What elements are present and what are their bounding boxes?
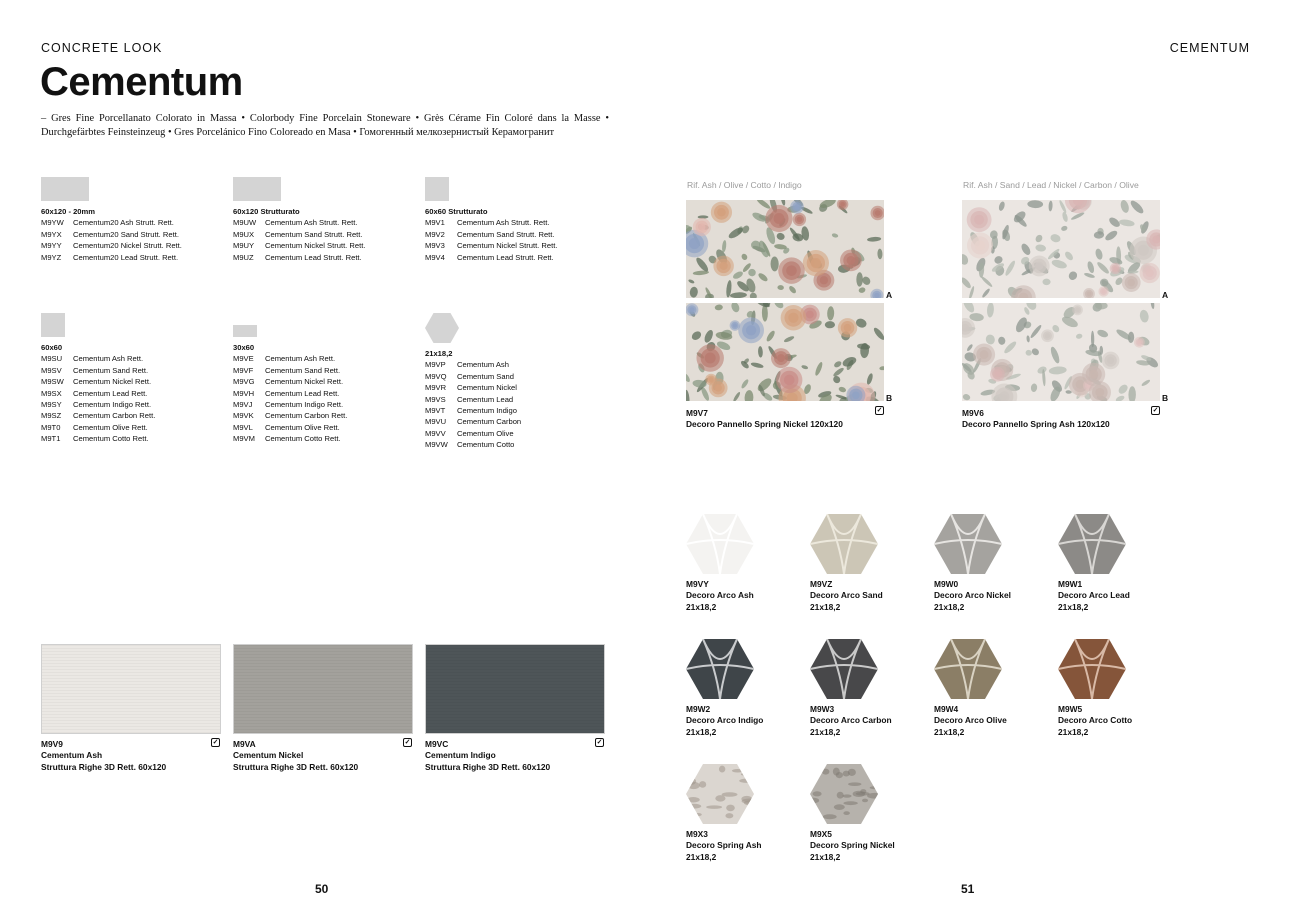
list-item [425,240,615,251]
item-code: M9VH [233,388,255,398]
list-item [425,394,615,405]
item-code: M9SW [41,377,64,387]
item-code: M9V1 [425,218,445,228]
arc-pattern [810,514,878,574]
hexagon-caption [686,579,806,613]
hexagon-tile [1058,639,1126,699]
page-number-left: 50 [315,882,329,896]
hexagon-tile [1058,514,1126,574]
hexagon-caption [1058,579,1178,613]
floral-pattern [686,200,884,298]
item-code: M9YW [41,218,64,228]
item-code: M9VU [425,417,447,427]
section-kicker: CONCRETE LOOK [41,41,163,55]
list-item [41,365,231,376]
list-item [233,422,423,433]
panel-part-b [686,303,884,401]
hexagon-size: 21x18,2 [1058,601,1089,612]
floral-pattern [962,303,1160,401]
arc-pattern [934,639,1002,699]
item-code: M9SU [41,354,63,364]
tile-code: M9VC [425,739,449,749]
list-item [425,371,615,382]
item-name: Cementum Olive [457,428,514,438]
list-item [41,252,231,263]
list-item [41,240,231,251]
tile-code: M9VA [233,739,256,749]
list-item [41,388,231,399]
hexagon-size: 21x18,2 [686,851,717,862]
panel-reference: Rif. Ash / Olive / Cotto / Indigo [687,180,802,190]
list-item [425,428,615,439]
hexagon-code: M9VZ [810,579,833,589]
item-code: M9V2 [425,229,445,239]
tile-desc: Struttura Righe 3D Rett. 60x120 [41,761,167,772]
list-item [41,433,231,444]
care-icon: ✓ [404,739,411,746]
panel-label-b: B [886,393,893,403]
item-name: Cementum Indigo Rett. [265,400,344,410]
panel-label-b: B [1162,393,1169,403]
panel-label-a: A [886,290,893,300]
hexagon-size: 21x18,2 [810,601,841,612]
panel-part-a [962,200,1160,298]
hexagon-caption [1058,704,1178,738]
hexagon-size: 21x18,2 [1058,726,1089,737]
item-name: Cementum Sand [457,371,514,381]
item-name: Cementum Nickel [457,383,517,393]
item-name: Cementum Nickel Strutt. Rett. [457,241,558,251]
panel-part-a [686,200,884,298]
hexagon-code: M9W5 [1058,704,1083,714]
tile-name: Cementum Ash [41,750,103,761]
item-code: M9SZ [41,411,62,421]
arc-pattern [810,764,878,824]
item-name: Cementum Sand Strutt. Rett. [457,229,555,239]
item-name: Cementum Lead Strutt. Rett. [457,252,554,262]
item-name: Cementum20 Lead Strutt. Rett. [73,252,179,262]
tile-image [425,644,605,734]
hexagon-name: Decoro Arco Carbon [810,715,892,726]
hexagon-size: 21x18,2 [810,726,841,737]
hexagon-caption [686,704,806,738]
hexagon-tile [934,639,1002,699]
hexagon-name: Decoro Arco Cotto [1058,715,1133,726]
item-code: M9VF [233,365,254,375]
floral-pattern [686,303,884,401]
list-item [233,217,423,228]
hexagon-code: M9X5 [810,829,832,839]
tile-code: M9V9 [41,739,63,749]
hexagon-caption [934,704,1054,738]
tile-desc: Struttura Righe 3D Rett. 60x120 [233,761,359,772]
hexagon-name: Decoro Arco Indigo [686,715,764,726]
item-code: M9V3 [425,241,445,251]
panel-label-a: A [1162,290,1169,300]
hexagon-tile [686,514,754,574]
item-code: M9VE [233,354,254,364]
arc-pattern [934,514,1002,574]
list-item [425,439,615,450]
tile-caption [425,739,605,773]
hexagon-tile [686,639,754,699]
hexagon-tile [810,639,878,699]
hexagon-size: 21x18,2 [934,601,965,612]
item-code: M9YX [41,229,62,239]
item-name: Cementum Carbon Rett. [73,411,156,421]
item-code: M9VS [425,394,446,404]
arc-pattern [1058,639,1126,699]
page-number-right: 51 [961,882,975,896]
item-name: Cementum Lead Strutt. Rett. [265,252,362,262]
floral-pattern [962,200,1160,298]
item-name: Cementum20 Ash Strutt. Rett. [73,218,174,228]
hexagon-size: 21x18,2 [686,726,717,737]
panel-code: M9V6 [962,408,984,418]
hexagon-name: Decoro Arco Nickel [934,590,1011,601]
list-item [233,433,423,444]
item-name: Cementum Ash Rett. [265,354,336,364]
format-group [425,177,615,263]
format-group [233,177,423,263]
item-name: Cementum Cotto [457,440,515,450]
list-item [41,217,231,228]
panel-name: Decoro Pannello Spring Nickel 120x120 [686,419,843,430]
format-title: 60x60 Strutturato [425,207,488,216]
hexagon-name: Decoro Arco Sand [810,590,883,601]
hexagon-code: M9W1 [1058,579,1083,589]
item-name: Cementum Nickel Rett. [265,377,344,387]
hexagon-name: Decoro Arco Ash [686,590,754,601]
item-name: Cementum Olive Rett. [265,422,340,432]
item-name: Cementum Nickel Rett. [73,377,152,387]
item-code: M9VW [425,440,448,450]
arc-pattern [810,639,878,699]
item-name: Cementum20 Nickel Strutt. Rett. [73,241,182,251]
item-name: Cementum Sand Rett. [73,365,149,375]
hexagon-caption [686,829,806,863]
hexagon-caption [810,704,930,738]
item-code: M9SX [41,388,62,398]
item-name: Cementum Cotto Rett. [265,434,341,444]
tile-desc: Struttura Righe 3D Rett. 60x120 [425,761,551,772]
arc-pattern [686,639,754,699]
tile-caption [41,739,221,773]
hexagon-name: Decoro Arco Lead [1058,590,1130,601]
item-code: M9UW [233,218,257,228]
item-name: Cementum Lead [457,394,514,404]
item-name: Cementum Carbon Rett. [265,411,348,421]
arc-pattern [1058,514,1126,574]
hexagon-caption [810,579,930,613]
item-name: Cementum Sand Strutt. Rett. [265,229,363,239]
format-swatch [233,325,257,337]
care-icon: ✓ [1152,407,1159,414]
list-item [233,252,423,263]
item-name: Cementum Ash [457,360,509,370]
item-name: Cementum Sand Rett. [265,365,341,375]
list-item [233,353,423,364]
hexagon-swatch [425,313,459,343]
list-item [233,388,423,399]
format-title: 60x120 - 20mm [41,207,96,216]
format-swatch [233,177,281,201]
panel-reference: Rif. Ash / Sand / Lead / Nickel / Carbon / Olive [963,180,1139,190]
care-icon: ✓ [212,739,219,746]
hexagon-tile [810,514,878,574]
hexagon-size: 21x18,2 [934,726,965,737]
hexagon-code: M9W4 [934,704,959,714]
item-code: M9VV [425,428,446,438]
item-code: M9V4 [425,252,445,262]
collection-kicker: CEMENTUM [1169,41,1250,55]
tile-name: Cementum Indigo [425,750,496,761]
item-code: M9T1 [41,434,61,444]
list-item [233,376,423,387]
item-code: M9UY [233,241,255,251]
arc-pattern [686,764,754,824]
list-item [41,376,231,387]
list-item [41,229,231,240]
format-group [233,313,423,445]
panel-caption [686,408,896,431]
hexagon-size: 21x18,2 [810,851,841,862]
list-item [41,353,231,364]
item-code: M9VM [233,434,255,444]
list-item [233,365,423,376]
list-item [233,399,423,410]
hexagon-name: Decoro Spring Ash [686,840,762,851]
item-name: Cementum Ash Strutt. Rett. [457,218,550,228]
item-name: Cementum Lead Rett. [265,388,340,398]
item-code: M9SY [41,400,62,410]
item-code: M9VG [233,377,255,387]
format-swatch [425,177,449,201]
format-swatch [41,313,65,337]
list-item [425,382,615,393]
list-item [41,399,231,410]
panel-part-b [962,303,1160,401]
item-code: M9YY [41,241,62,251]
hexagon-code: M9X3 [686,829,708,839]
item-code: M9VT [425,406,446,416]
format-title: 21x18,2 [425,349,453,358]
material-description: – Gres Fine Porcellanato Colorato in Massa • Colorbody Fine Porcelain Stoneware • Grès Cérame Fin Coloré dans la Masse • Durchgefärbtes Feinsteinzeug • Gres Porcelánico Fino Coloreado en Masa • Гомогенный мелкозернистый Керамогранит [41,113,609,138]
tile-name: Cementum Nickel [233,750,304,761]
format-title: 60x120 Strutturato [233,207,300,216]
tile-image [41,644,221,734]
item-name: Cementum Olive Rett. [73,422,148,432]
item-name: Cementum Ash Strutt. Rett. [265,218,358,228]
list-item [425,405,615,416]
hexagon-name: Decoro Spring Nickel [810,840,895,851]
item-code: M9VL [233,422,253,432]
page-title: Cementum [40,60,243,104]
item-code: M9SV [41,365,62,375]
item-name: Cementum Nickel Strutt. Rett. [265,241,366,251]
item-code: M9T0 [41,422,61,432]
care-icon: ✓ [596,739,603,746]
hexagon-tile [934,514,1002,574]
item-code: M9VJ [233,400,253,410]
panel-code: M9V7 [686,408,708,418]
item-code: M9VK [233,411,254,421]
item-code: M9UZ [233,252,254,262]
hexagon-code: M9W2 [686,704,711,714]
list-item [41,422,231,433]
arc-pattern [686,514,754,574]
item-code: M9VR [425,383,447,393]
list-item [233,240,423,251]
hexagon-size: 21x18,2 [686,601,717,612]
hexagon-tile [810,764,878,824]
item-code: M9VP [425,360,446,370]
item-name: Cementum Indigo [457,406,517,416]
list-item [233,229,423,240]
list-item [41,410,231,421]
list-item [425,229,615,240]
hexagon-caption [810,829,930,863]
item-name: Cementum Lead Rett. [73,388,148,398]
list-item [233,410,423,421]
format-title: 30x60 [233,343,255,352]
list-item [425,252,615,263]
format-group [41,313,231,445]
list-item [425,416,615,427]
item-name: Cementum Ash Rett. [73,354,144,364]
item-code: M9UX [233,229,255,239]
panel-name: Decoro Pannello Spring Ash 120x120 [962,419,1110,430]
panel-caption [962,408,1172,431]
format-group [41,177,231,263]
hexagon-code: M9W3 [810,704,835,714]
item-name: Cementum20 Sand Strutt. Rett. [73,229,179,239]
hexagon-caption [934,579,1054,613]
hexagon-code: M9VY [686,579,709,589]
care-icon: ✓ [876,407,883,414]
hexagon-tile [686,764,754,824]
list-item [425,217,615,228]
item-code: M9VQ [425,371,447,381]
format-group [425,313,615,451]
tile-image [233,644,413,734]
format-title: 60x60 [41,343,63,352]
format-swatch [41,177,89,201]
hexagon-name: Decoro Arco Olive [934,715,1007,726]
item-name: Cementum Carbon [457,417,522,427]
tile-caption [233,739,413,773]
item-code: M9YZ [41,252,62,262]
list-item [425,359,615,370]
item-name: Cementum Cotto Rett. [73,434,149,444]
hexagon-code: M9W0 [934,579,959,589]
item-name: Cementum Indigo Rett. [73,400,152,410]
